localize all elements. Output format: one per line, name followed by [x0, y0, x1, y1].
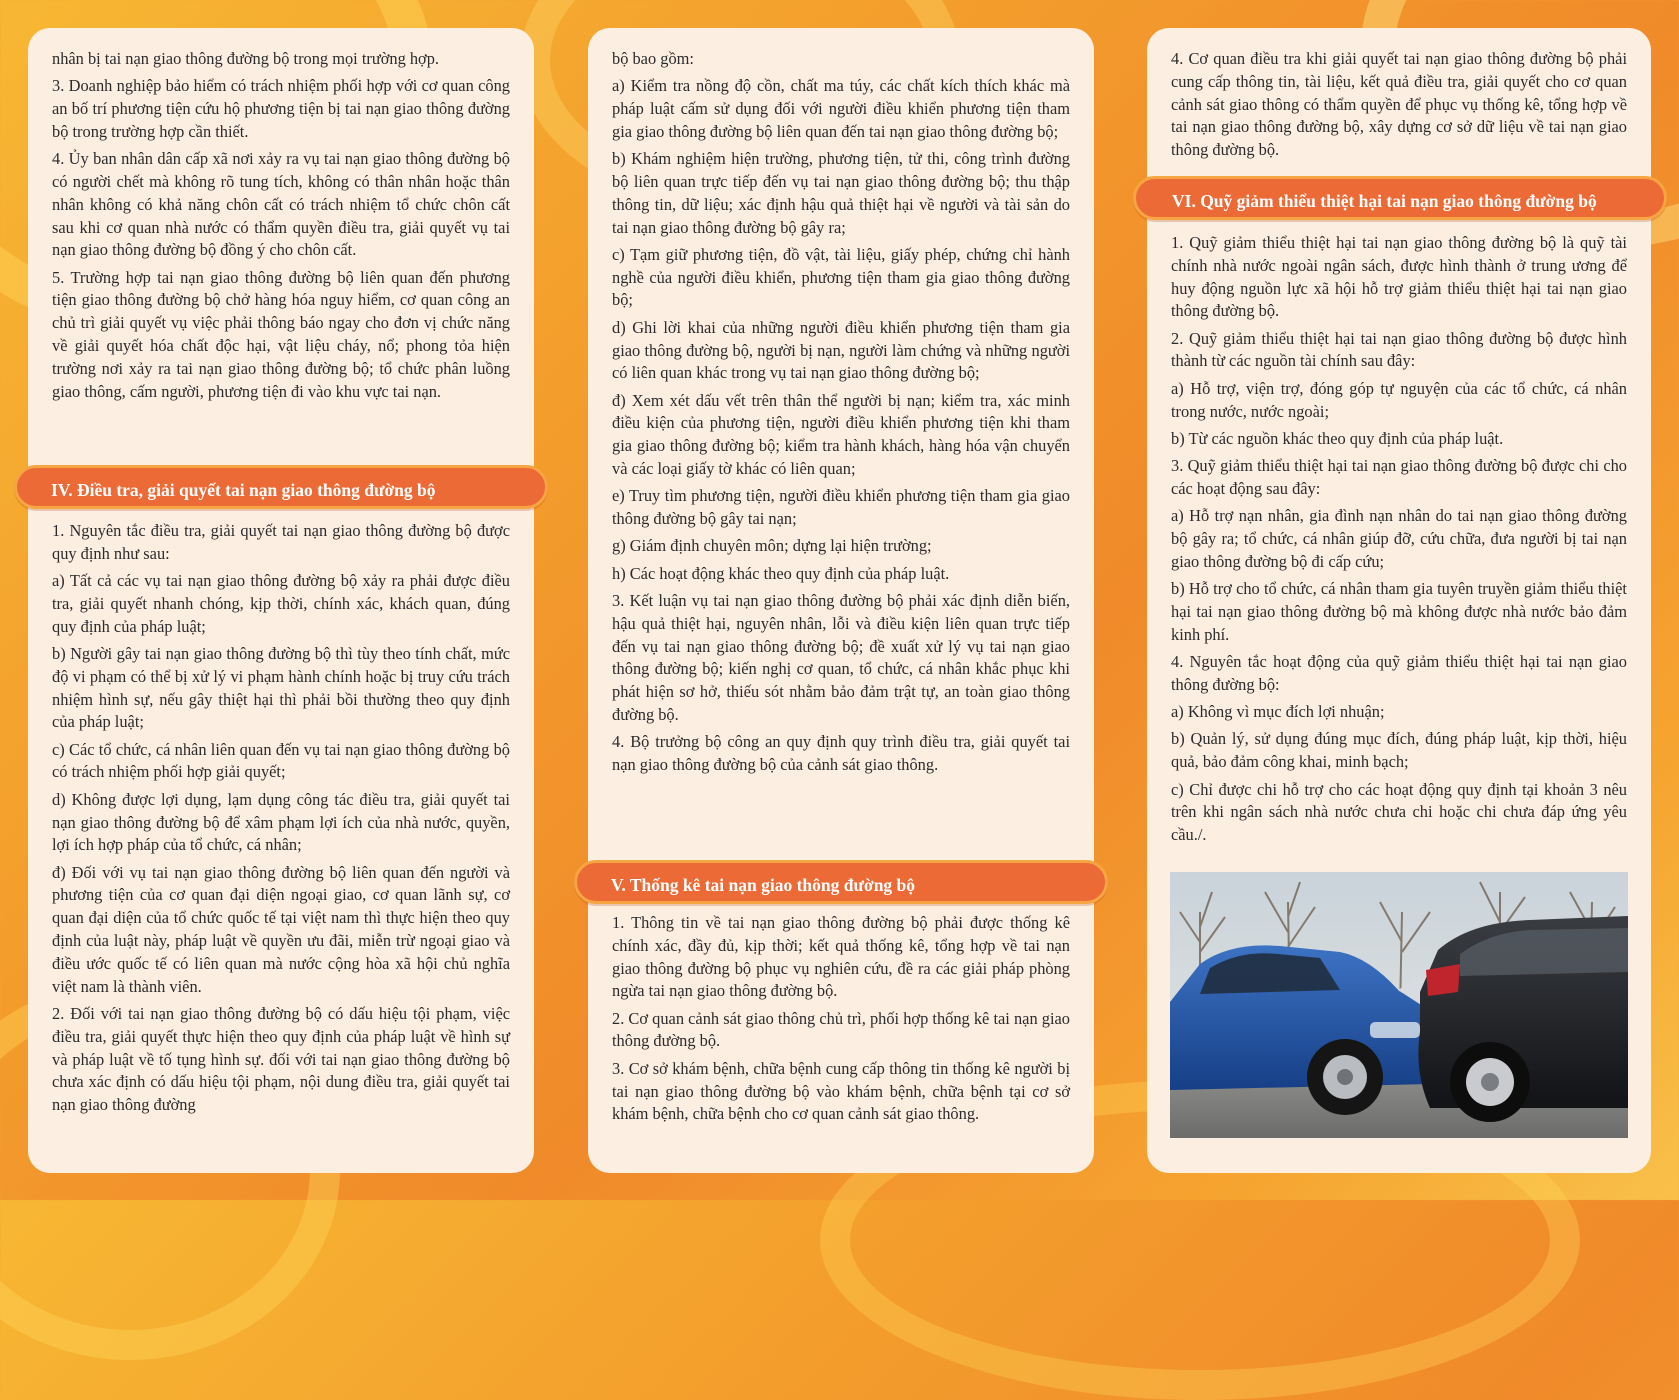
paragraph: 2. Đối với tai nạn giao thông đường bộ có dấu hiệu tội phạm, việc điều tra, giải quyết thực hiện theo quy định của pháp luật về hình sự và pháp luật về tố tụng hình sự. đối với tai nạn giao thông đường bộ chưa xác định có dấu hiệu tội phạm, nội dung điều tra, giải quyết tai nạn giao thông đường [52, 1003, 510, 1115]
paragraph: 2. Cơ quan cảnh sát giao thông chủ trì, phối hợp thống kê tai nạn giao thông đường bộ. [612, 1008, 1070, 1051]
paragraph: c) Tạm giữ phương tiện, đồ vật, tài liệu, giấy phép, chứng chỉ hành nghề của người điều khiển, phương tiện tham gia giao thông đường bộ; [612, 244, 1070, 310]
paragraph: b) Khám nghiệm hiện trường, phương tiện, tử thi, công trình đường bộ liên quan trực tiếp đến vụ tai nạn giao thông đường bộ; thu thập thông tin, dữ liệu; xác định hậu quả thiệt hại về người và tài sản do tai nạn giao thông đường bộ gây ra; [612, 149, 1070, 237]
paragraph: 1. Thông tin về tai nạn giao thông đường bộ phải được thống kê chính xác, đầy đủ, kịp thời; kết quả thống kê, tổng hợp về tai nạn giao thông đường bộ phục vụ nghiên cứu, đề ra các giải pháp phòng ngừa tai nạn giao thông đường bộ. [612, 913, 1070, 1001]
paragraph: 3. Cơ sở khám bệnh, chữa bệnh cung cấp thông tin thống kê người bị tai nạn giao thông đường bộ vào khám bệnh, chữa bệnh tại cơ sở khám bệnh, chữa bệnh cho cơ quan cảnh sát giao thông. [612, 1058, 1070, 1124]
paragraph: đ) Đối với vụ tai nạn giao thông đường bộ liên quan đến người và phương tiện của cơ quan đại diện ngoại giao, cơ quan lãnh sự, cơ quan đại diện của tổ chức quốc tế tại việt nam thì thực hiện theo quy định của luật này, pháp luật về quyền ưu đãi, miễn trừ ngoại giao và điều ước quốc tế có liên quan mà nước cộng hòa xã hội chủ nghĩa việt nam là thành viên. [52, 862, 510, 996]
paragraph: 3. Quỹ giảm thiểu thiệt hại tai nạn giao thông đường bộ được chi cho các hoạt động sau đây: [1171, 456, 1627, 498]
paragraph: a) Hỗ trợ, viện trợ, đóng góp tự nguyện của các tổ chức, cá nhân trong nước, nước ngoài; [1171, 378, 1627, 421]
paragraph: b) Từ các nguồn khác theo quy định của pháp luật. [1171, 428, 1504, 448]
paragraph: 1. Quỹ giảm thiểu thiệt hại tai nạn giao thông đường bộ là quỹ tài chính nhà nước ngoài ngân sách, được hình thành ở trung ương để huy động nguồn lực xã hội hỗ trợ giảm thiểu thiệt hại tai nạn giao thông đường bộ. [1171, 233, 1627, 321]
paragraph: 3. Kết luận vụ tai nạn giao thông đường bộ phải xác định diễn biến, hậu quả thiệt hại, nguyên nhân, lỗi và điều kiện liên quan trực tiếp đến vụ tai nạn giao thông đường bộ; đề xuất xử lý vụ tai nạn giao thông đường bộ; kiến nghị cơ quan, tổ chức, cá nhân khắc phục khi phát hiện sơ hở, thiếu sót nhằm bảo đảm trật tự, an toàn giao thông đường bộ. [612, 591, 1070, 725]
paragraph: a) Không vì mục đích lợi nhuận; [1171, 702, 1385, 722]
column-middle-bottom-text [612, 912, 1070, 1131]
section-heading-iv: IV. Điều tra, giải quyết tai nạn giao thông đường bộ [14, 465, 548, 509]
section-heading-vi: VI. Quỹ giảm thiểu thiệt hại tai nạn giao thông đường bộ [1133, 176, 1667, 220]
paragraph: c) Các tổ chức, cá nhân liên quan đến vụ tai nạn giao thông đường bộ có trách nhiệm phối hợp giải quyết; [52, 739, 510, 782]
paragraph: 3. Doanh nghiệp bảo hiểm có trách nhiệm phối hợp với cơ quan công an bố trí phương tiện cứu hộ phương tiện bị tai nạn giao thông đường bộ trong trường hợp cần thiết. [52, 76, 510, 141]
column-right-bottom-text [1171, 232, 1627, 851]
car-collision-photo [1170, 872, 1628, 1138]
paragraph: 4. Cơ quan điều tra khi giải quyết tai nạn giao thông đường bộ phải cung cấp thông tin, tài liệu, kết quả điều tra, giải quyết cho cơ quan cảnh sát giao thông có thẩm quyền để phục vụ thống kê, tổng hợp về tai nạn giao thông đường bộ, xây dựng cơ sở dữ liệu về tai nạn giao thông đường bộ. [1171, 49, 1627, 160]
paragraph: a) Hỗ trợ nạn nhân, gia đình nạn nhân do tai nạn giao thông đường bộ gây ra; tổ chức, cá nhân giúp đỡ, cứu chữa, đưa người bị tai nạn giao thông đường bộ đi cấp cứu; [1171, 506, 1627, 571]
column-middle-top-text [612, 48, 1070, 777]
paragraph: b) Người gây tai nạn giao thông đường bộ thì tùy theo tính chất, mức độ vi phạm có thể bị xử lý vi phạm hành chính hoặc bị truy cứu trách nhiệm hình sự, nếu gây thiệt hại thì phải bồi thường theo quy định của pháp luật; [52, 643, 510, 732]
paragraph: e) Truy tìm phương tiện, người điều khiển phương tiện tham gia giao thông đường bộ gây tai nạn; [612, 486, 1070, 529]
paragraph: b) Quản lý, sử dụng đúng mục đích, đúng pháp luật, kịp thời, hiệu quả, bảo đảm công khai, minh bạch; [1171, 729, 1627, 772]
column-left [28, 28, 534, 1173]
paragraph: nhân bị tai nạn giao thông đường bộ trong mọi trường hợp. [52, 49, 440, 68]
paragraph: bộ bao gồm: [612, 49, 694, 68]
paragraph: d) Ghi lời khai của những người điều khiển phương tiện tham gia giao thông đường bộ, người bị nạn, người làm chứng và những người có liên quan khác trong vụ tai nạn giao thông đường bộ; [612, 317, 1070, 383]
column-middle [588, 28, 1094, 1173]
section-heading-v: V. Thống kê tai nạn giao thông đường bộ [574, 860, 1108, 904]
black-car [1418, 916, 1628, 1122]
car-collision-illustration [1170, 872, 1628, 1138]
paragraph: d) Không được lợi dụng, lạm dụng công tác điều tra, giải quyết tai nạn giao thông đường bộ để xâm phạm lợi ích của nhà nước, quyền, lợi ích hợp pháp của tổ chức, cá nhân; [52, 789, 510, 855]
paragraph: g) Giám định chuyên môn; dựng lại hiện trường; [612, 536, 932, 556]
paragraph: c) Chỉ được chi hỗ trợ cho các hoạt động quy định tại khoản 3 nêu trên khi ngân sách nhà nước chưa chi hoặc chi chưa đáp ứng yêu cầu./. [1171, 779, 1627, 845]
paragraph: 5. Trường hợp tai nạn giao thông đường bộ liên quan đến phương tiện giao thông đường bộ chở hàng hóa nguy hiểm, cơ quan công an chủ trì giải quyết vụ việc phải thông báo ngay cho đơn vị chức năng về giải quyết hóa chất độc hại, vật liệu cháy, nổ; phong tỏa hiện trường nơi xảy ra tai nạn giao thông đường bộ; tổ chức phân luồng giao thông, cấm người, phương tiện đi vào khu vực tai nạn. [52, 267, 510, 401]
paragraph: 2. Quỹ giảm thiểu thiệt hại tai nạn giao thông đường bộ được hình thành từ các nguồn tài chính sau đây: [1171, 328, 1627, 371]
paragraph: 1. Nguyên tắc điều tra, giải quyết tai nạn giao thông đường bộ được quy định như sau: [52, 521, 510, 563]
paragraph: 4. Nguyên tắc hoạt động của quỹ giảm thiểu thiệt hại tai nạn giao thông đường bộ: [1171, 652, 1627, 694]
paragraph: 4. Bộ trưởng bộ công an quy định quy trình điều tra, giải quyết tai nạn giao thông đường bộ của cảnh sát giao thông. [612, 732, 1070, 775]
paragraph: b) Hỗ trợ cho tổ chức, cá nhân tham gia tuyên truyền giảm thiểu thiệt hại tai nạn giao thông đường bộ mà không được nhà nước bảo đảm kinh phí. [1171, 579, 1627, 644]
paragraph: h) Các hoạt động khác theo quy định của pháp luật. [612, 563, 950, 583]
paragraph: a) Tất cả các vụ tai nạn giao thông đường bộ xảy ra phải được điều tra, giải quyết nhanh chóng, kịp thời, chính xác, khách quan, đúng quy định của pháp luật; [52, 571, 510, 636]
column-left-top-text [52, 48, 510, 403]
paragraph: đ) Xem xét dấu vết trên thân thể người bị nạn; kiểm tra, xác minh điều kiện của phương tiện, người điều khiển phương tiện khi tham gia giao thông đường bộ; kiểm tra hành khách, hàng hóa vận chuyển và các loại giấy tờ khác có liên quan; [612, 390, 1070, 479]
column-right-top-text [1171, 48, 1627, 162]
column-left-bottom-text [52, 520, 510, 1121]
paragraph: 4. Ủy ban nhân dân cấp xã nơi xảy ra vụ tai nạn giao thông đường bộ có người chết mà không rõ tung tích, không có thân nhân hoặc thân nhân không có khả năng chôn cất có trách nhiệm tổ chức chôn cất sau khi cơ quan nhà nước có thẩm quyền điều tra, giải quyết vụ tai nạn giao thông đường bộ đồng ý cho chôn cất. [52, 149, 510, 260]
paragraph: a) Kiểm tra nồng độ cồn, chất ma túy, các chất kích thích khác mà pháp luật cấm sử dụng đối với người điều khiển phương tiện tham gia giao thông đường bộ liên quan đến tai nạn giao thông đường bộ; [612, 76, 1070, 141]
